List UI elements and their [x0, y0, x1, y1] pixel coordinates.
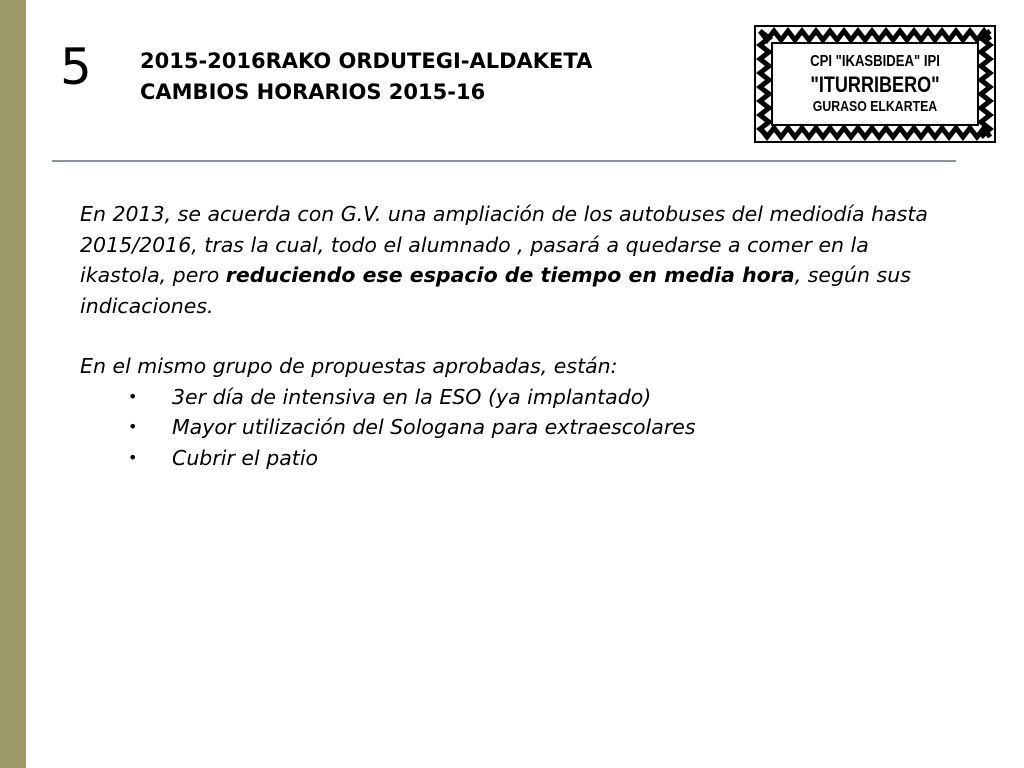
- list-item: [80, 382, 950, 413]
- slide-number: 5: [60, 38, 92, 96]
- list-item-text: Mayor utilización del Sologana para extraescolares: [172, 415, 696, 439]
- logo-line-association: GURASO ELKARTEA: [812, 98, 938, 115]
- bullet-icon: •: [128, 417, 138, 436]
- left-accent-bar: [0, 0, 26, 768]
- list-item: [80, 412, 950, 443]
- paragraph-agreement-end: , según sus indicaciones.: [80, 263, 911, 318]
- logo-text: [792, 45, 958, 123]
- paragraph-proposals: En el mismo grupo de propuestas aprobadas, están:: [80, 354, 618, 378]
- paragraph-agreement-emphasis: reduciendo ese espacio de tiempo en media hora: [225, 263, 795, 287]
- association-logo: [754, 25, 996, 143]
- title-line-basque: 2015-2016RAKO ORDUTEGI-ALDAKETA: [140, 49, 593, 73]
- paragraph-agreement: [80, 199, 950, 321]
- slide-body: [80, 199, 950, 473]
- logo-line-name: "ITURRIBERO": [810, 72, 940, 97]
- bullet-icon: •: [128, 447, 138, 467]
- paragraph-agreement-text: En 2013, se acuerda con G.V. una ampliación de los autobuses del mediodía hasta 2015/2016, tras la cual, todo el alumnado , pasará a quedarse a comer en la ikastola, pero: [80, 202, 928, 287]
- bullet-icon: •: [128, 386, 138, 406]
- list-item: [80, 443, 950, 474]
- logo-line-school: CPI "IKASBIDEA" IPI: [810, 53, 940, 70]
- slide-title: [140, 46, 592, 108]
- list-item-text: Cubrir el patio: [172, 445, 319, 470]
- proposals-list: [80, 382, 950, 474]
- title-line-spanish: CAMBIOS HORARIOS 2015-16: [140, 80, 486, 104]
- list-item-text: 3er día de intensiva en la ESO (ya implantado): [172, 384, 652, 409]
- title-divider: [52, 160, 956, 162]
